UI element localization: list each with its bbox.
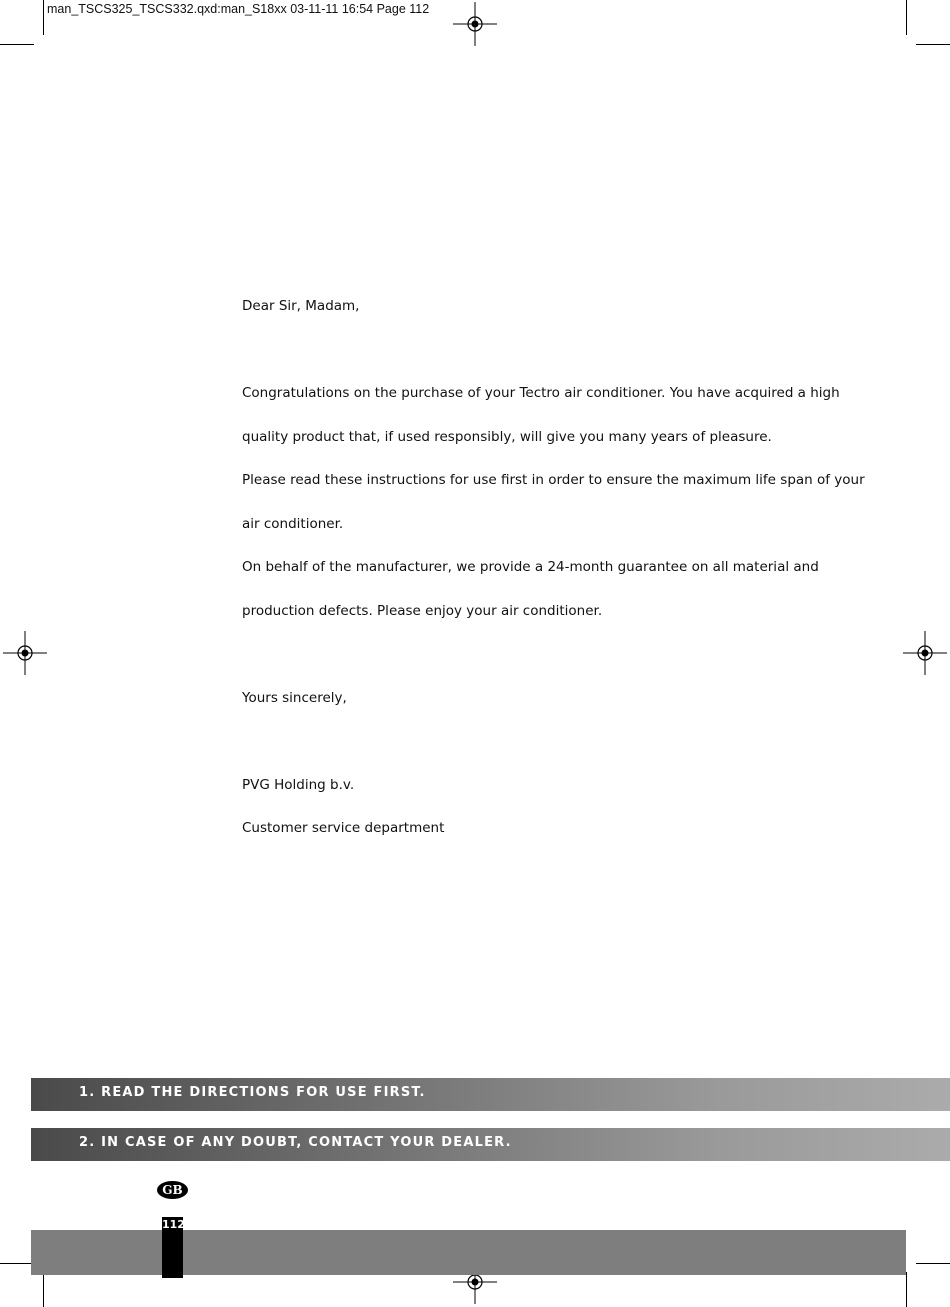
page-number-tab	[162, 1217, 183, 1278]
instruction-band-1	[31, 1078, 950, 1111]
letter-closing: Yours sincerely,	[242, 690, 347, 706]
page-number: 112	[162, 1218, 185, 1231]
instruction-band-label: 1. READ THE DIRECTIONS FOR USE FIRST.	[79, 1085, 426, 1100]
letter-salutation: Dear Sir, Madam,	[242, 298, 360, 314]
language-badge: GB	[157, 1181, 188, 1199]
registration-mark-icon	[3, 631, 47, 675]
letter-paragraph-line: Please read these instructions for use first in order to ensure the maximum life span of your	[242, 472, 865, 488]
letter-company: PVG Holding b.v.	[242, 777, 355, 793]
letter-paragraph-line: production defects. Please enjoy your air conditioner.	[242, 603, 603, 619]
letter-paragraph-line: On behalf of the manufacturer, we provide a 24-month guarantee on all material and	[242, 559, 819, 575]
instruction-band-2	[31, 1128, 950, 1161]
registration-mark-icon	[453, 2, 497, 46]
print-slug: man_TSCS325_TSCS332.qxd:man_S18xx 03-11-11 16:54 Page 112	[47, 2, 430, 16]
letter-department: Customer service department	[242, 820, 445, 836]
registration-mark-icon	[903, 631, 947, 675]
instruction-band-label: 2. IN CASE OF ANY DOUBT, CONTACT YOUR DEALER.	[79, 1135, 512, 1150]
letter-paragraph-line: air conditioner.	[242, 516, 344, 532]
letter-paragraph-line: Congratulations on the purchase of your Tectro air conditioner. You have acquired a high	[242, 385, 840, 401]
letter-paragraph-line: quality product that, if used responsibly, will give you many years of pleasure.	[242, 429, 772, 445]
